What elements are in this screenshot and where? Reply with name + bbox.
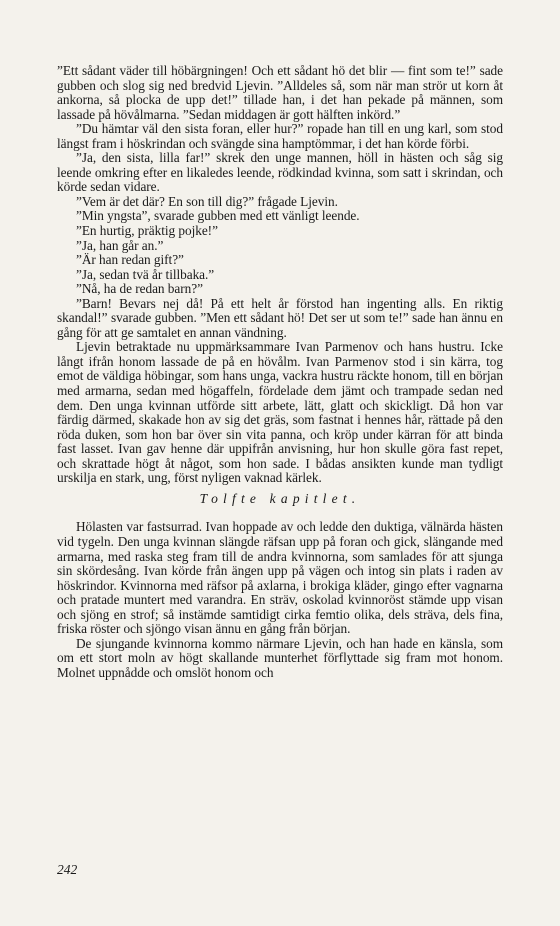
- paragraph: De sjungande kvinnorna kommo närmare Ljevin, och han hade en känsla, som om ett stort moln av högt skallande munterhet förflyttade sig fram mot honom. Molnet uppnådde och omslöt honom och: [57, 635, 503, 680]
- paragraph: ”Vem är det där? En son till dig?” frågade Ljevin.: [76, 193, 338, 209]
- paragraph: Hölasten var fastsurrad. Ivan hoppade av och ledde den duktiga, välnärda hästen vid tygeln. Den unga kvinnan slängde räfsan upp på foran och gick, slängande med armarna, med raska steg fram till de andra kvinnorna, som samlades för att sjunga sin skördesång. Ivan körde från ängen upp på vägen och intog sin plats i raden av höskrindor. Kvinnorna med räfsor på axlarna, i brokiga kläder, gingo efter vagnarna och pratade muntert med varandra. En sträv, oskolad kvinnoröst stämde upp visan och sjöng en strof; så instämde samtidigt cirka femtio olika, dels sträva, dels fina, friska röster och sjöngo visan ännu en gång från början.: [57, 519, 503, 637]
- paragraph: ”Du hämtar väl den sista foran, eller hur?” ropade han till en ung karl, som stod längst fram i höskrindan och svängde sina hamptömmar, i det han körde förbi.: [57, 121, 503, 151]
- page-number: 242: [57, 862, 78, 877]
- paragraph: ”Ja, den sista, lilla far!” skrek den unge mannen, höll in hästen och såg sig leende omkring efter en likaledes leende, rödkindad kvinna, som satt i skrindan, och körde sedan vidare.: [57, 150, 503, 195]
- body-text: [57, 64, 503, 680]
- paragraph: ”Ja, sedan tvä år tillbaka.”: [76, 266, 215, 282]
- paragraph: ”Nå, ha de redan barn?”: [76, 281, 203, 297]
- paragraph: ”Barn! Bevars nej då! På ett helt år förstod han ingenting alls. En riktig skandal!” svarade gubben. ”Men ett sådant hö! Det ser ut som te!” sade han ännu en gång för att ge samtalet en annan vändning.: [57, 295, 503, 340]
- paragraph: ”En hurtig, präktig pojke!”: [76, 223, 218, 239]
- paragraph: ”Min yngsta”, svarade gubben med ett vänligt leende.: [76, 208, 360, 224]
- paragraph: ”Ja, han går an.”: [76, 237, 164, 253]
- paragraph: Ljevin betraktade nu uppmärksammare Ivan Parmenov och hans hustru. Icke långt ifrån honom lassade de på en hövålm. Ivan Parmenov stod i sin kärra, tog emot de väldiga höbingar, som hans unga, vackra hustru räckte honom, till en början med armarna, sedan med högaffeln, fördelade dem jämt och trampade sedan ned dem. Den unga kvinnan utförde sitt arbete, lätt, glatt och skickligt. Då hon var färdig därmed, skakade hon av sig det gräs, som fastnat i hennes hår, rättade på den röda duken, som hon bar över sin vita panna, och kröp under kärran för att binda fast lasset. Ivan gav henne där uppifrån anvisning, hur hon skulle göra fast repet, och skrattade högt åt något, som hon sade. I bådas ansikten kunde man tydligt urskilja en stark, ung, först nyligen vaknad kärlek.: [57, 339, 503, 486]
- paragraph: ”Ett sådant väder till höbärgningen! Och ett sådant hö det blir — fint som te!” sade gubben och slog sig ned bredvid Ljevin. ”Alldeles så, som när man strör ut korn åt ankorna, så plocka de upp det!” tillade han, i det han pekade på männen, som lassade på hövålmarna. ”Sedan middagen är gott hälften inkörd.”: [57, 63, 503, 122]
- chapter-heading: Tolfte kapitlet.: [199, 490, 361, 506]
- paragraph: ”Är han redan gift?”: [76, 252, 184, 268]
